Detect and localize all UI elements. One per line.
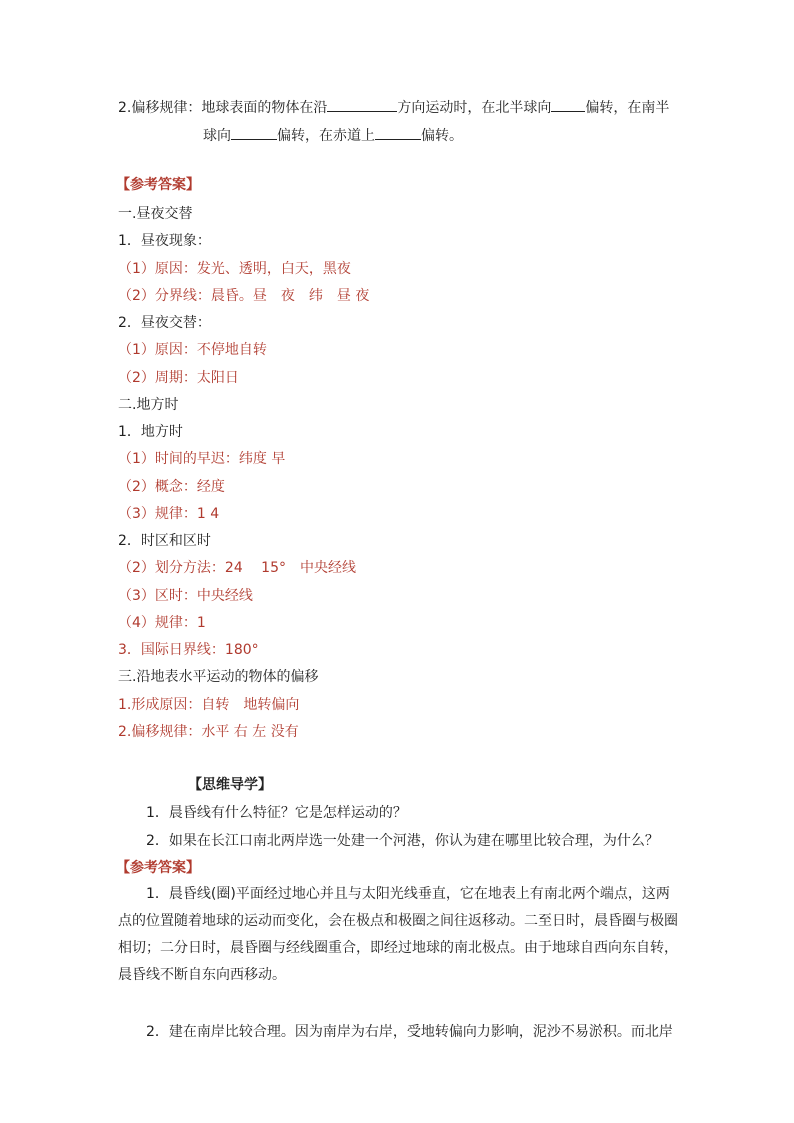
answer-line: （1）原因：发光、透明，白天，黑夜 [118,261,351,277]
answer-line: 1．昼夜现象： [118,233,211,249]
answer-line: 2．时区和区时 [118,533,211,549]
blank-south[interactable] [231,125,277,140]
answer-line: （2）划分方法：24 15° 中央经线 [118,560,356,576]
rule-line-1 [118,97,669,117]
answer-line: 3．国际日界线：180° [118,642,259,658]
answer-line: （2）分界线：晨昏。昼 夜 纬 昼 夜 [118,288,370,304]
answer-line: （3）规律：1 4 [118,506,220,522]
thinking-answer-2: 2．建在南岸比较合理。因为南岸为右岸，受地转偏向力影响，泥沙不易淤积。而北岸 [146,1024,673,1040]
answer-line: 2.偏移规律：水平 右 左 没有 [118,724,299,740]
rule-line2-c: 偏转。 [421,128,463,144]
answer-line: 二.地方时 [118,397,179,413]
answer-line: 三.沿地表水平运动的物体的偏移 [118,669,319,685]
blank-equator[interactable] [375,125,421,140]
answer-line: （2）周期：太阳日 [118,370,239,386]
answer-heading: 【参考答案】 [116,177,200,193]
rule-line2-a: 球向 [203,128,231,144]
thinking-question-1: 1．晨昏线有什么特征？它是怎样运动的？ [146,805,407,821]
answer-line: 2．昼夜交替： [118,315,211,331]
thinking-answer-heading: 【参考答案】 [116,860,200,876]
rule-seg2: 偏转，在南半 [585,100,670,116]
answer-line: 一.昼夜交替 [118,206,193,222]
answer-line: （1）时间的早迟：纬度 早 [118,451,286,467]
answer-line: 1.形成原因：自转 地转偏向 [118,697,300,713]
thinking-answer-1: 1．晨昏线(圈)平面经过地心并且与太阳光线垂直，它在地表上有南北两个端点，这两点的位置随着地球的运动而变化，会在极点和极圈之间往返移动。二至日时，晨昏圈与极圈相切；二分日时，晨昏圈与经线圈重合，即经过地球的南北极点。由于地球自西向东自转，晨昏线不断自东向西移动。 [118,886,678,983]
answer-line: （4）规律：1 [118,615,206,631]
rule-line2-b: 偏转，在赤道上 [277,128,375,144]
rule-prefix: 2.偏移规律：地球表面的物体在沿 [118,100,328,116]
answer-line: 1．地方时 [118,424,183,440]
thinking-question-2: 2．如果在长江口南北两岸选一处建一个河港，你认为建在哪里比较合理，为什么？ [146,833,659,849]
answer-line: （1）原因：不停地自转 [118,342,267,358]
answer-line: （2）概念：经度 [118,479,225,495]
thinking-heading: 【思维导学】 [188,777,272,793]
rule-line-2 [203,125,463,145]
rule-seg1: 方向运动时，在北半球向 [397,100,552,116]
blank-direction[interactable] [327,97,397,112]
blank-north[interactable] [551,97,585,112]
answer-line: （3）区时：中央经线 [118,588,253,604]
